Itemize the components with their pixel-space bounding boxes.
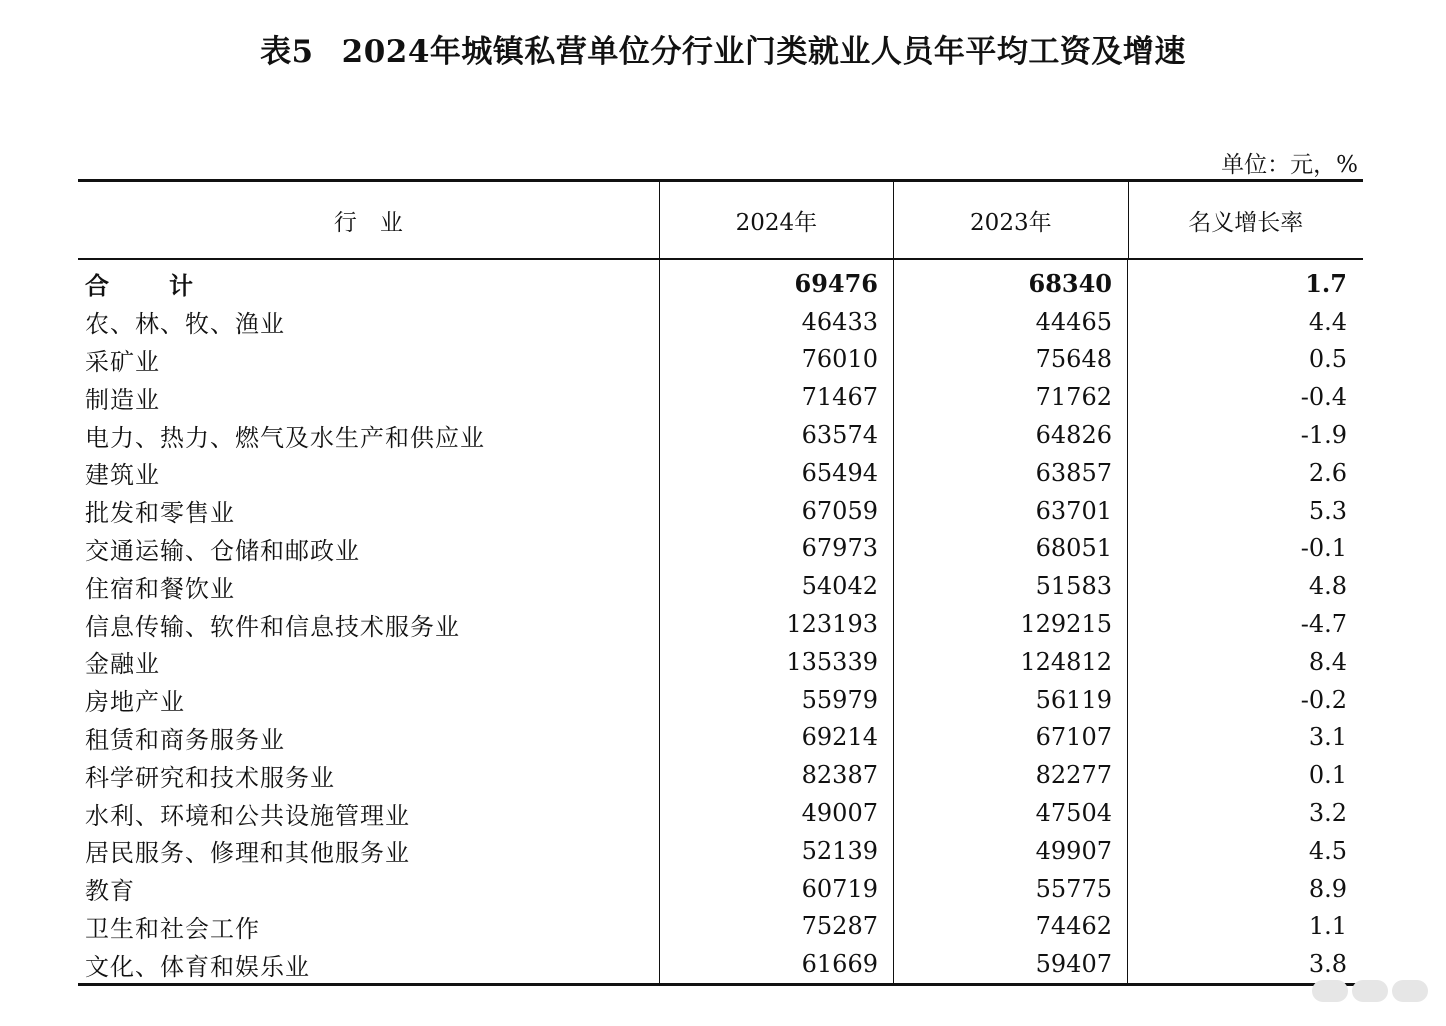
table-row xyxy=(78,719,1363,757)
header-2023: 2023年 xyxy=(894,182,1128,258)
wage-2024: 61669 xyxy=(801,950,878,979)
wage-2024: 54042 xyxy=(801,572,878,601)
industry-name: 采矿业 xyxy=(85,347,160,376)
table-row xyxy=(78,454,1363,492)
wage-2024: 123193 xyxy=(786,610,878,639)
wage-2024: 71467 xyxy=(801,383,878,412)
wage-2023: 67107 xyxy=(1035,723,1112,752)
table-row xyxy=(78,492,1363,530)
wage-2023: 68051 xyxy=(1035,534,1112,563)
wage-2023: 124812 xyxy=(1020,647,1112,676)
industry-name: 住宿和餐饮业 xyxy=(85,574,235,603)
wage-2024: 69214 xyxy=(801,723,878,752)
wage-2023: 49907 xyxy=(1035,836,1112,865)
table-row xyxy=(78,681,1363,719)
table-title-text: 2024年城镇私营单位分行业门类就业人员年平均工资及增速 xyxy=(341,34,1186,70)
growth-rate: 4.5 xyxy=(1308,836,1347,865)
wage-2024: 67973 xyxy=(801,534,878,563)
growth-rate: 5.3 xyxy=(1308,496,1347,525)
growth-rate: 2.6 xyxy=(1308,458,1347,487)
wage-2023: 56119 xyxy=(1035,685,1112,714)
table-row xyxy=(78,945,1363,983)
growth-rate: -0.4 xyxy=(1300,383,1347,412)
wage-2023: 63857 xyxy=(1035,458,1112,487)
wage-2024: 76010 xyxy=(801,345,878,374)
industry-name: 批发和零售业 xyxy=(85,499,235,528)
industry-name: 交通运输、仓储和邮政业 xyxy=(85,536,360,565)
wage-table xyxy=(78,179,1363,986)
industry-name: 金融业 xyxy=(85,650,160,679)
growth-rate: 1.7 xyxy=(1305,269,1347,299)
wage-2023: 55775 xyxy=(1035,874,1112,903)
industry-name: 农、林、牧、渔业 xyxy=(85,310,285,339)
table-row xyxy=(78,756,1363,794)
wage-2023: 68340 xyxy=(1028,269,1112,299)
wage-2024: 63574 xyxy=(801,421,878,450)
wage-2024: 52139 xyxy=(801,836,878,865)
table-row xyxy=(78,567,1363,605)
growth-rate: 1.1 xyxy=(1308,912,1347,941)
industry-name: 房地产业 xyxy=(85,688,185,717)
table-row xyxy=(78,870,1363,908)
table-header xyxy=(78,179,1363,260)
growth-rate: 4.8 xyxy=(1308,572,1347,601)
table-row xyxy=(78,908,1363,946)
wage-2024: 67059 xyxy=(801,496,878,525)
wage-2023: 129215 xyxy=(1020,610,1112,639)
growth-rate: 8.9 xyxy=(1308,874,1347,903)
industry-name: 信息传输、软件和信息技术服务业 xyxy=(85,612,460,641)
wage-2024: 135339 xyxy=(786,647,878,676)
industry-name: 居民服务、修理和其他服务业 xyxy=(85,839,410,868)
industry-name: 合 计 xyxy=(85,271,211,301)
table-row xyxy=(78,832,1363,870)
industry-name: 教育 xyxy=(85,877,135,906)
growth-rate: -0.1 xyxy=(1300,534,1347,563)
wage-2024: 49007 xyxy=(801,799,878,828)
table-row xyxy=(78,341,1363,379)
table-row xyxy=(78,605,1363,643)
table-row xyxy=(78,530,1363,568)
wage-2023: 59407 xyxy=(1035,950,1112,979)
wage-2023: 47504 xyxy=(1035,799,1112,828)
wage-2024: 69476 xyxy=(794,269,878,299)
industry-name: 租赁和商务服务业 xyxy=(85,725,285,754)
wage-2023: 51583 xyxy=(1035,572,1112,601)
growth-rate: 3.8 xyxy=(1308,950,1347,979)
industry-name: 建筑业 xyxy=(85,461,160,490)
table-row xyxy=(78,416,1363,454)
table-title xyxy=(0,26,1446,71)
header-growth-rate: 名义增长率 xyxy=(1188,209,1304,236)
table-row xyxy=(78,794,1363,832)
growth-rate: 8.4 xyxy=(1308,647,1347,676)
wage-2023: 44465 xyxy=(1035,307,1112,336)
wage-2023: 63701 xyxy=(1035,496,1112,525)
table-body xyxy=(78,260,1363,986)
growth-rate: -1.9 xyxy=(1300,421,1347,450)
wage-2024: 65494 xyxy=(801,458,878,487)
watermark xyxy=(1312,980,1428,1002)
industry-name: 文化、体育和娱乐业 xyxy=(85,952,310,981)
wage-2023: 71762 xyxy=(1035,383,1112,412)
table-row xyxy=(78,643,1363,681)
wage-2024: 75287 xyxy=(801,912,878,941)
header-industry: 行 业 xyxy=(78,182,660,258)
wage-2024: 60719 xyxy=(801,874,878,903)
growth-rate: -4.7 xyxy=(1300,610,1347,639)
industry-name: 科学研究和技术服务业 xyxy=(85,763,335,792)
wage-2023: 64826 xyxy=(1035,421,1112,450)
growth-rate: 3.1 xyxy=(1308,723,1347,752)
header-2024: 2024年 xyxy=(660,182,894,258)
table-row-total xyxy=(78,265,1363,303)
unit-label: 单位：元，% xyxy=(1221,152,1358,178)
wage-2023: 82277 xyxy=(1035,761,1112,790)
industry-name: 电力、热力、燃气及水生产和供应业 xyxy=(85,423,485,452)
table-row xyxy=(78,378,1363,416)
growth-rate: 3.2 xyxy=(1308,799,1347,828)
growth-rate: -0.2 xyxy=(1300,685,1347,714)
growth-rate: 0.5 xyxy=(1308,345,1347,374)
wage-2024: 55979 xyxy=(801,685,878,714)
table-row xyxy=(78,303,1363,341)
wage-2023: 75648 xyxy=(1035,345,1112,374)
wage-2024: 82387 xyxy=(801,761,878,790)
industry-name: 水利、环境和公共设施管理业 xyxy=(85,801,410,830)
industry-name: 制造业 xyxy=(85,385,160,414)
growth-rate: 0.1 xyxy=(1308,761,1347,790)
table-number: 表5 xyxy=(260,34,314,70)
wage-2023: 74462 xyxy=(1035,912,1112,941)
industry-name: 卫生和社会工作 xyxy=(85,914,260,943)
growth-rate: 4.4 xyxy=(1308,307,1347,336)
wage-2024: 46433 xyxy=(801,307,878,336)
